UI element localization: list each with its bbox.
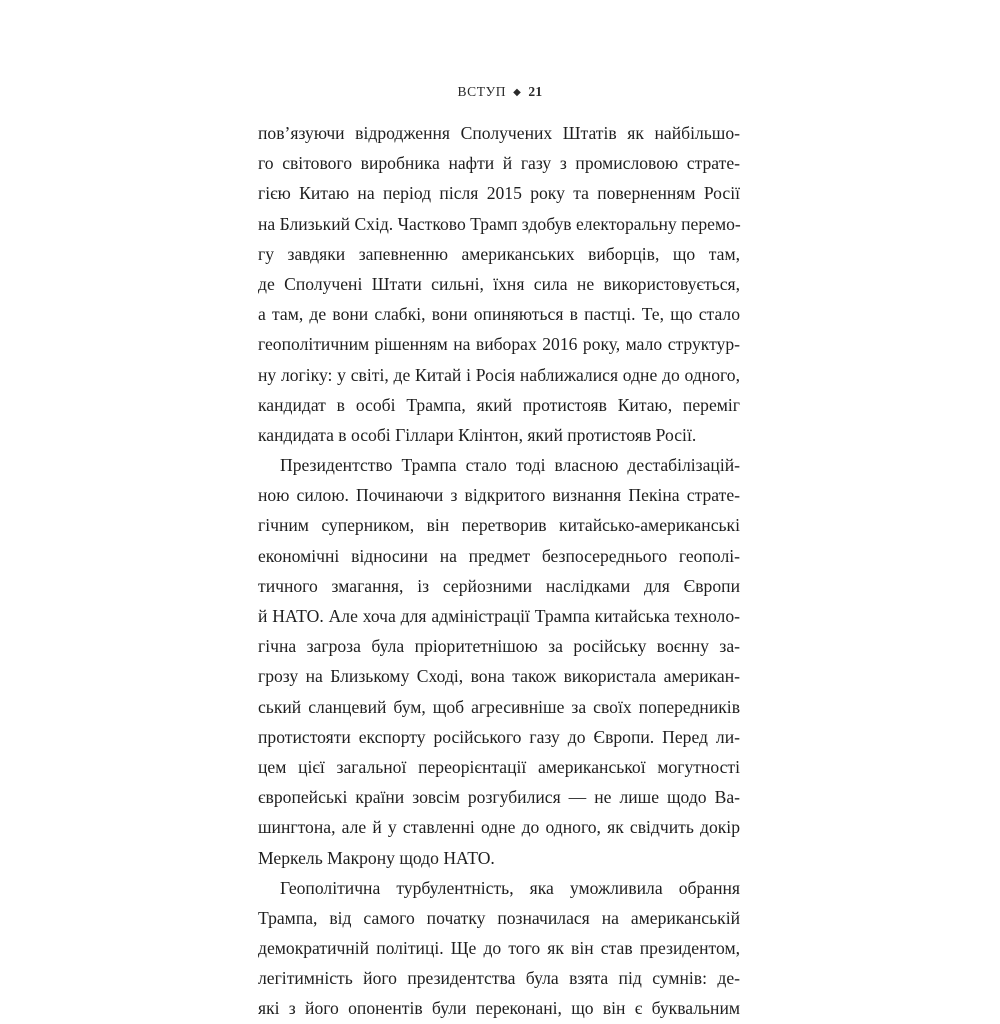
text-line: пов’язуючи відродження Сполучених Штатів як найбільшо- (258, 123, 740, 143)
text-line: ський сланцевий бум, щоб агресивніше за своїх попередників (258, 696, 740, 717)
text-line: європейські країни зовсім розгубилися — не лише щодо Ва- (258, 787, 740, 808)
diamond-separator-icon: ◆ (513, 87, 522, 98)
text-line: на Близький Схід. Частково Трамп здобув електоральну перемо- (258, 213, 741, 234)
text-line: кандидат в особі Трампа, який протистояв Китаю, переміг (258, 394, 740, 415)
text-line: протистояти експорту російського газу до Європи. Перед ли- (258, 726, 740, 747)
text-line: гією Китаю на період після 2015 року та поверненням Росії (258, 183, 740, 204)
text-line: ну логіку: у світі, де Китай і Росія наближалися одне до одного, (258, 364, 740, 385)
text-line: а там, де вони слабкі, вони опиняються в пастці. Те, що стало (258, 304, 740, 325)
text-line: Меркель Макрону щодо НАТО. (258, 847, 495, 868)
text-line: які з його опонентів були переконані, що він є буквальним (258, 998, 740, 1019)
text-line: шингтона, але й у ставленні одне до одного, як свідчить докір (258, 817, 740, 838)
running-head-section: ВСТУП (457, 84, 507, 99)
text-line: гічним суперником, він перетворив китайсько-американські (258, 515, 740, 536)
text-line: й НАТО. Але хоча для адміністрації Трампа китайська техноло- (258, 606, 740, 626)
text-line: гічна загроза була пріоритетнішою за російську воєнну за- (258, 636, 740, 657)
text-line: тичного змагання, із серйозними наслідками для Європи (258, 575, 740, 596)
text-line: кандидата в особі Гіллари Клінтон, який протистояв Росії. (258, 424, 697, 445)
text-line: де Сполучені Штати сильні, їхня сила не використовується, (258, 273, 740, 294)
text-line: грозу на Близькому Сході, вона також використала американ- (258, 666, 740, 687)
body-text (258, 118, 740, 1024)
text-line: цем цієї загальної переорієнтації американської могутності (258, 756, 740, 777)
text-line: демократичній політиці. Ще до того як він став президентом, (258, 938, 740, 959)
text-line: гу завдяки запевненню американських виборців, що там, (258, 243, 740, 264)
text-line: Геополітична турбулентність, яка уможливила обрання (280, 877, 740, 898)
text-line: економічні відносини на предмет безпосереднього геополі- (258, 545, 740, 566)
text-line: Президентство Трампа стало тоді власною дестабілізацій- (280, 455, 740, 476)
text-line: геополітичним рішенням на виборах 2016 року, мало структур- (258, 334, 740, 355)
text-line: ною силою. Починаючи з відкритого визнання Пекіна страте- (258, 485, 740, 506)
page-number: 21 (528, 84, 543, 99)
text-line: Трампа, від самого початку позначилася на американській (258, 907, 740, 928)
running-head (0, 84, 1000, 100)
text-line: легітимність його президентства була взята під сумнів: де- (258, 968, 740, 989)
text-line: го світового виробника нафти й газу з промисловою страте- (258, 153, 740, 174)
